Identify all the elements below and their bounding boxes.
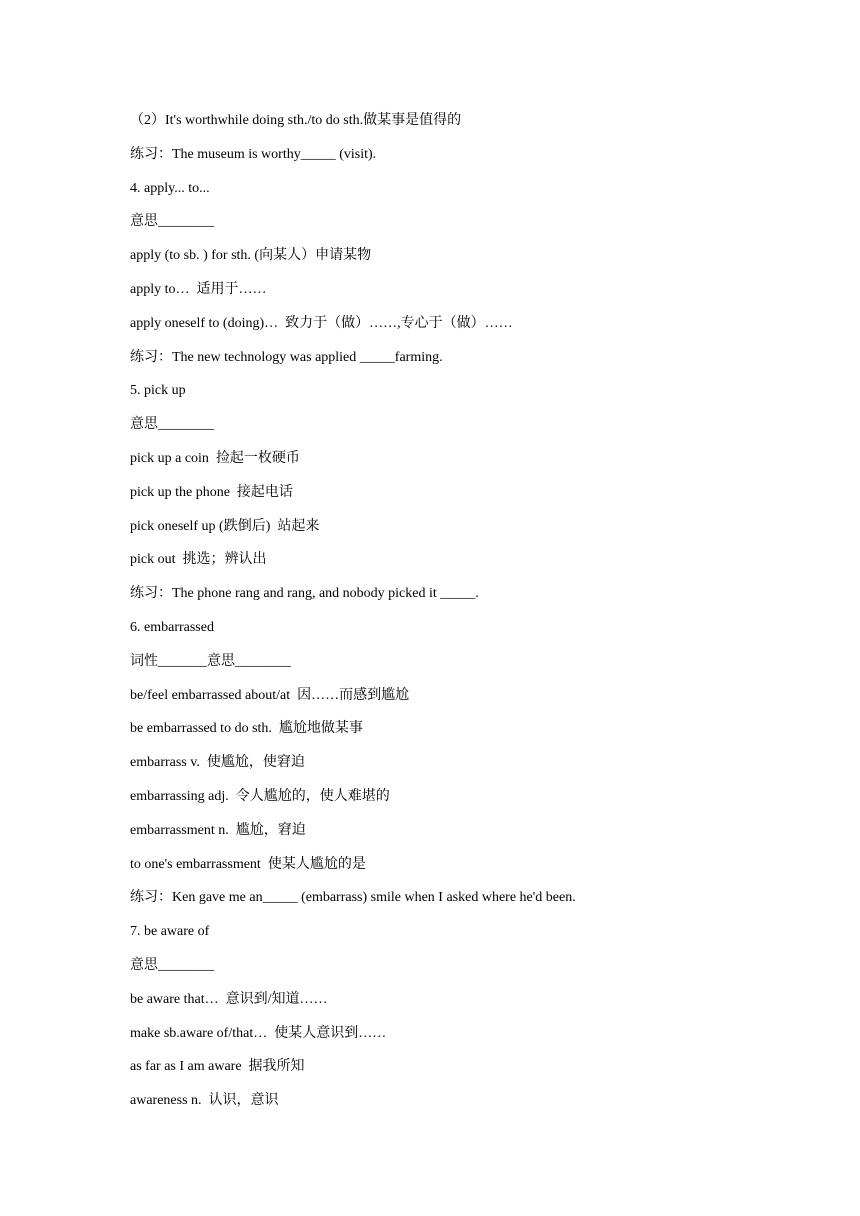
text-line: as far as I am aware 据我所知 bbox=[130, 1059, 305, 1075]
text-line: 意思________ bbox=[130, 214, 214, 230]
text-line: pick up a coin 捡起一枚硬币 bbox=[130, 450, 300, 466]
text-line: 练习：Ken gave me an_____ (embarrass) smile when I asked where he'd been. bbox=[130, 890, 576, 906]
text-line: 意思________ bbox=[130, 417, 214, 433]
text-line: 4. apply... to... bbox=[130, 180, 210, 196]
text-line: awareness n. 认识，意识 bbox=[130, 1093, 279, 1109]
text-line: apply oneself to (doing)… 致力于（做）……,专心于（做）…… bbox=[130, 315, 513, 331]
text-line: 练习：The phone rang and rang, and nobody picked it _____. bbox=[130, 586, 479, 602]
text-line: 5. pick up bbox=[130, 383, 186, 399]
text-line: embarrassment n. 尴尬，窘迫 bbox=[130, 822, 306, 838]
text-line: pick up the phone 接起电话 bbox=[130, 484, 293, 500]
text-line: make sb.aware of/that… 使某人意识到…… bbox=[130, 1025, 387, 1041]
text-line: apply to… 适用于…… bbox=[130, 281, 267, 297]
text-line: be embarrassed to do sth. 尴尬地做某事 bbox=[130, 721, 363, 737]
text-line: apply (to sb. ) for sth. (向某人）申请某物 bbox=[130, 248, 372, 264]
text-line: 意思________ bbox=[130, 957, 214, 973]
text-line: 练习：The new technology was applied _____farming. bbox=[130, 349, 443, 365]
document-body bbox=[130, 111, 820, 1125]
text-line: 7. be aware of bbox=[130, 924, 210, 940]
text-line: 6. embarrassed bbox=[130, 619, 214, 635]
text-line: be aware that… 意识到/知道…… bbox=[130, 991, 328, 1007]
text-line: 练习：The museum is worthy_____ (visit). bbox=[130, 146, 377, 162]
text-line: be/feel embarrassed about/at 因……而感到尴尬 bbox=[130, 687, 410, 703]
text-line: 词性_______意思________ bbox=[130, 653, 291, 669]
text-line: pick oneself up (跌倒后) 站起来 bbox=[130, 518, 320, 534]
text-line: （2）It's worthwhile doing sth./to do sth.做某事是值得的 bbox=[130, 113, 462, 128]
text-line: embarrass v. 使尴尬，使窘迫 bbox=[130, 755, 305, 771]
text-line: embarrassing adj. 令人尴尬的，使人难堪的 bbox=[130, 788, 390, 804]
text-line: pick out 挑选；辨认出 bbox=[130, 552, 267, 568]
text-line: to one's embarrassment 使某人尴尬的是 bbox=[130, 856, 366, 872]
